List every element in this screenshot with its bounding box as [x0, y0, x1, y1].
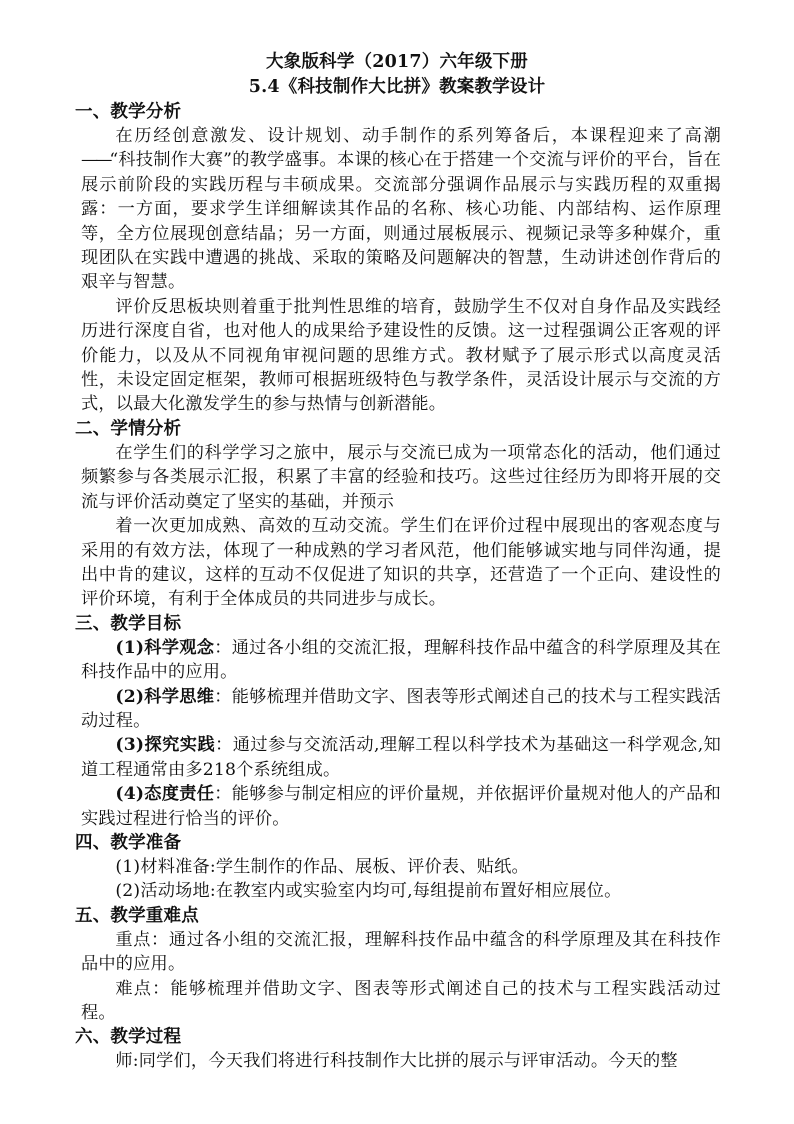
- section-heading-goals: 三、教学目标: [75, 613, 182, 634]
- paragraph: 师:同学们，今天我们将进行科技制作大比拼的展示与评审活动。今天的整: [115, 1051, 678, 1072]
- document-body: [75, 100, 722, 1074]
- goal-label: (1)科学观念: [115, 637, 215, 658]
- prep-item: (1)材料准备:学生制作的作品、展板、评价表、贴纸。: [115, 856, 529, 877]
- goal-item: [81, 636, 721, 685]
- goal-label: (4)态度责任: [115, 784, 215, 805]
- section-heading-process: 六、教学过程: [75, 1027, 182, 1048]
- paragraph-text: 在历经创意激发、设计规划、动手制作的系列筹备后，本课程迎来了高潮: [115, 126, 721, 146]
- doc-title-line1: 大象版科学（2017）六年级下册: [266, 52, 528, 72]
- goal-item: [81, 733, 721, 782]
- section-heading-learner: 二、学情分析: [75, 418, 182, 439]
- goal-text: ：能够梳理并借助文字、图表等形式阐述自己的技术与工程实践活动过程。: [81, 686, 721, 731]
- doc-title-line2: 5.4《科技制作大比拼》教案教学设计: [248, 77, 546, 97]
- section-heading-prep: 四、教学准备: [75, 832, 182, 853]
- key-point: 重点：通过各小组的交流汇报，理解科技作品中蕴含的科学原理及其在科技作品中的应用。: [81, 929, 721, 975]
- prep-item: (2)活动场地:在教室内或实验室内均可,每组提前布置好相应展位。: [115, 881, 622, 902]
- goal-text: ：通过参与交流活动,理解工程以科学技术为基础这一科学观念,知道工程通常由多218个系统组成。: [81, 735, 722, 780]
- paragraph: [81, 124, 721, 295]
- paragraph-text: “科技制作大赛”的教学盛事。本课的核心在于搭建一个交流与评价的平台，旨在展示前阶段的实践历程与丰硕成果。交流部分强调作品展示与实践历程的双重揭露：一方面，要求学生详细解读其作品的名称、核心功能、内部结构、运作原理等，全方位展现创意结晶；另一方面，则通过展板展示、视频记录等多种媒介，重现团队在实践中遭遇的挑战、采取的策略及问题解决的智慧，生动讲述创作背后的艰辛与智慧。: [81, 150, 721, 293]
- paragraph: 着一次更加成熟、高效的互动交流。学生们在评价过程中展现出的客观态度与采用的有效方法，体现了一种成熟的学习者风范，他们能够诚实地与同伴沟通，提出中肯的建议，这样的互动不仅促进了知识的共享，还营造了一个正向、建设性的评价环境，有利于全体成员的共同进步与成长。: [81, 516, 721, 610]
- difficult-point: 难点：能够梳理并借助文字、图表等形式阐述自己的技术与工程实践活动过程。: [81, 978, 721, 1023]
- paragraph: 评价反思板块则着重于批判性思维的培育，鼓励学生不仅对自身作品及实践经历进行深度自省，也对他人的成果给予建设性的反馈。这一过程强调公正客观的评价能力，以及从不同视角审视问题的思维方式。教材赋予了展示形式以高度灵活性，未设定固定框架，教师可根据班级特色与教学条件，灵活设计展示与交流的方式，以最大化激发学生的参与热情与创新潜能。: [81, 296, 721, 415]
- goal-label: (2)科学思维: [115, 686, 215, 707]
- goal-text: ：能够参与制定相应的评价量规，并依据评价量规对他人的产品和实践过程进行恰当的评价。: [81, 784, 721, 829]
- section-heading-analysis: 一、教学分析: [75, 102, 182, 122]
- section-heading-keypoints: 五、教学重难点: [75, 905, 199, 926]
- goal-text: ：通过各小组的交流汇报，理解科技作品中蕴含的科学原理及其在科技作品中的应用。: [81, 637, 721, 683]
- goal-item: [81, 685, 721, 734]
- goal-item: [81, 782, 721, 831]
- goal-label: (3)探究实践: [115, 735, 216, 756]
- paragraph: 在学生们的科学学习之旅中，展示与交流已成为一项常态化的活动，他们通过频繁参与各类展示汇报，积累了丰富的经验和技巧。这些过往经历为即将开展的交流与评价活动奠定了坚实的基础，并预示: [81, 442, 721, 512]
- dash-text: ——: [81, 150, 110, 171]
